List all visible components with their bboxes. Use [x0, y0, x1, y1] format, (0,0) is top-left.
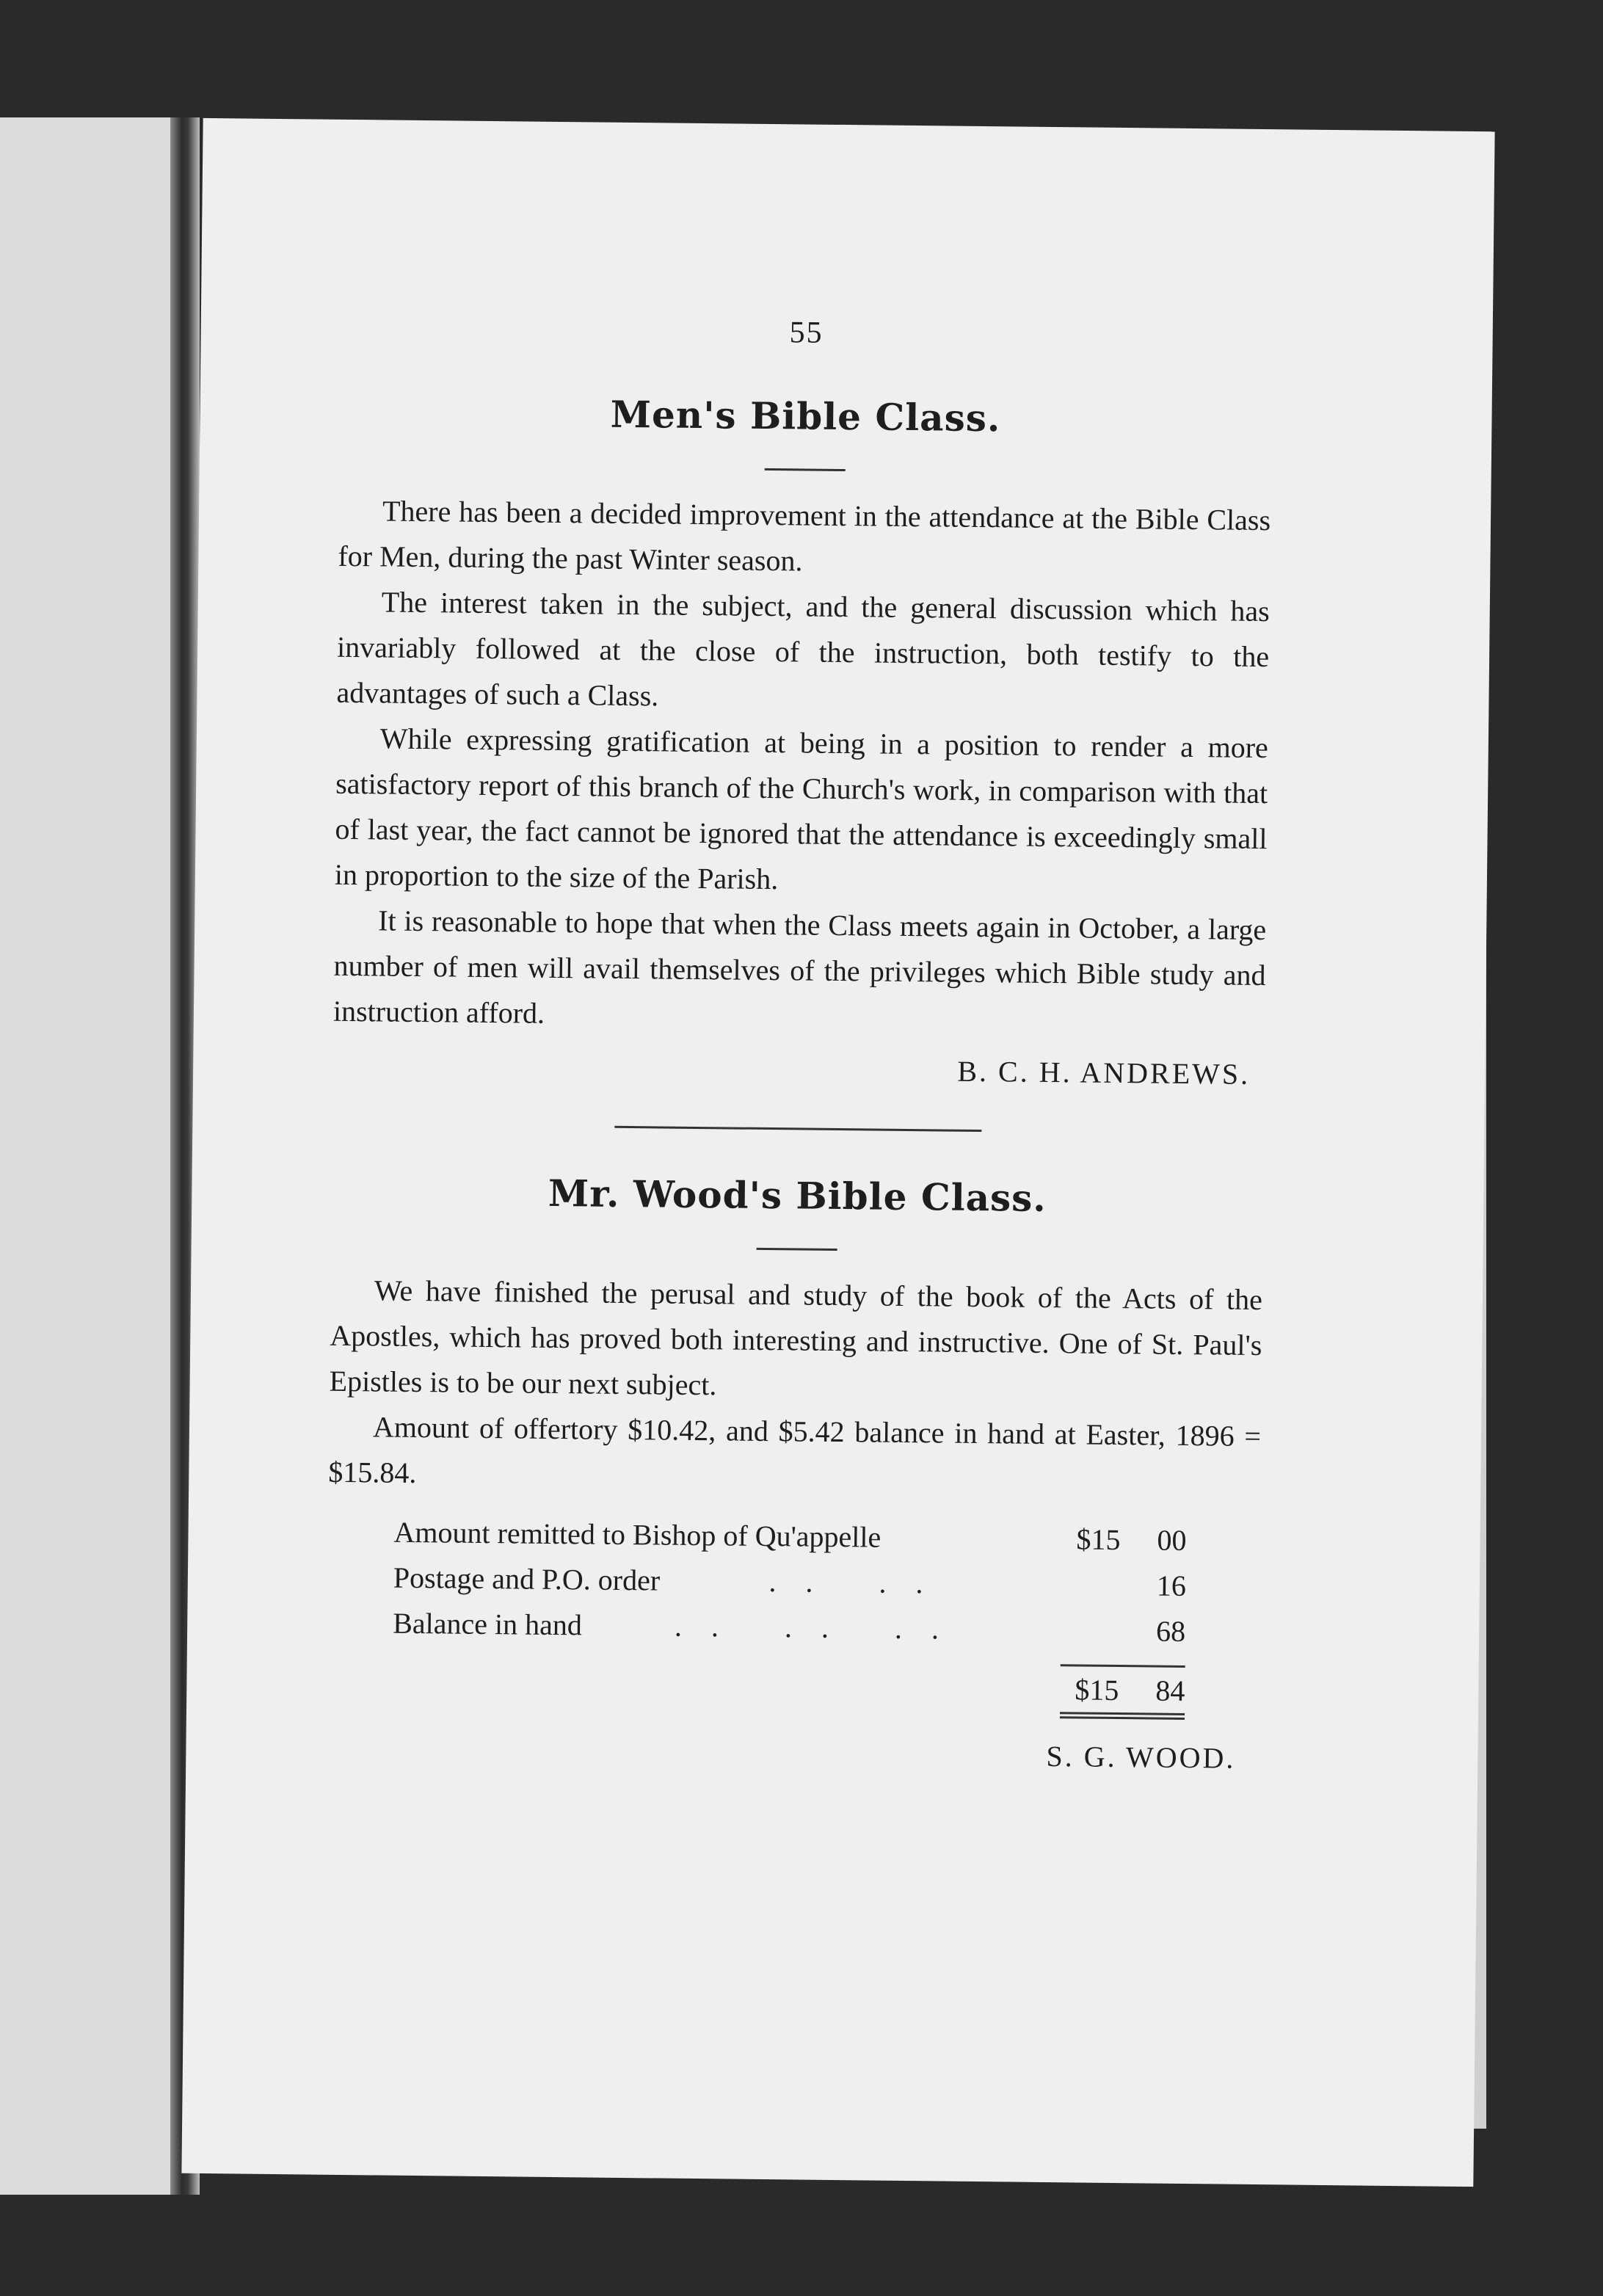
total-row — [392, 1660, 1185, 1713]
total-cents: 84 — [1155, 1674, 1185, 1707]
section-heading-mens-bible-class: Men's Bible Class. — [610, 392, 1001, 440]
signature-wood: S. G. WOOD. — [1046, 1740, 1236, 1775]
paragraph: The interest taken in the subject, and the general discussion which has invariably followed at the close of the instruction, both testify to the advantages of such a Class. — [336, 585, 1270, 713]
account-label: Amount remitted to Bishop of Qu'appelle — [393, 1515, 882, 1554]
account-dollars — [1061, 1594, 1120, 1595]
section-divider — [614, 1126, 981, 1132]
paragraph: There has been a decided improvement in the attendance at the Bible Class for Men, during the past Winter season. — [338, 494, 1271, 578]
left-page-edge — [0, 117, 183, 2195]
leader-dots — [881, 1547, 1061, 1550]
leader-dots: .. .. .. — [674, 1609, 969, 1646]
paragraph: Amount of offertory $10.42, and $5.42 balance in hand at Easter, 1896 = $15.84. — [328, 1410, 1262, 1490]
signature-andrews: B. C. H. ANDREWS. — [957, 1054, 1251, 1091]
paragraph: It is reasonable to hope that when the Class meets again in October, a large number of men will avail themselves of the privileges which Bible study and instruction afford. — [332, 904, 1267, 1030]
account-dollars: $15 — [1076, 1522, 1121, 1557]
account-cents: 68 — [1155, 1614, 1186, 1648]
page — [181, 118, 1494, 2187]
heading-rule — [757, 1248, 837, 1251]
total-dollars: $15 — [1075, 1672, 1119, 1707]
section-heading-mr-woods-bible-class: Mr. Wood's Bible Class. — [548, 1171, 1047, 1220]
leader-dots: .. .. — [768, 1565, 953, 1600]
account-label: Balance in hand — [393, 1606, 583, 1642]
paragraph: We have finished the perusal and study of the book of the Acts of the Apostles, which has proved both interesting and instructive. One of St. Paul's Epistles is to be our next subject. — [329, 1274, 1263, 1402]
account-row — [393, 1561, 1186, 1614]
account-row — [393, 1515, 1187, 1569]
account-dollars — [1061, 1640, 1119, 1641]
account-cents: 00 — [1157, 1523, 1187, 1557]
account-cents: 16 — [1156, 1569, 1187, 1602]
total-double-rule — [1060, 1712, 1185, 1720]
account-label: Postage and P.O. order — [393, 1561, 661, 1597]
heading-rule — [765, 468, 846, 471]
paragraph: While expressing gratification at being in a position to render a more satisfactory report of this branch of the Church's work, in comparison with that of last year, the fact cannot be ignored that the attendance is exceedingly small in proportion to the size of the Parish. — [334, 722, 1269, 896]
accounts-table — [392, 1515, 1187, 1720]
account-row — [393, 1606, 1186, 1660]
page-number: 55 — [789, 316, 824, 350]
page-content — [325, 310, 1273, 1776]
